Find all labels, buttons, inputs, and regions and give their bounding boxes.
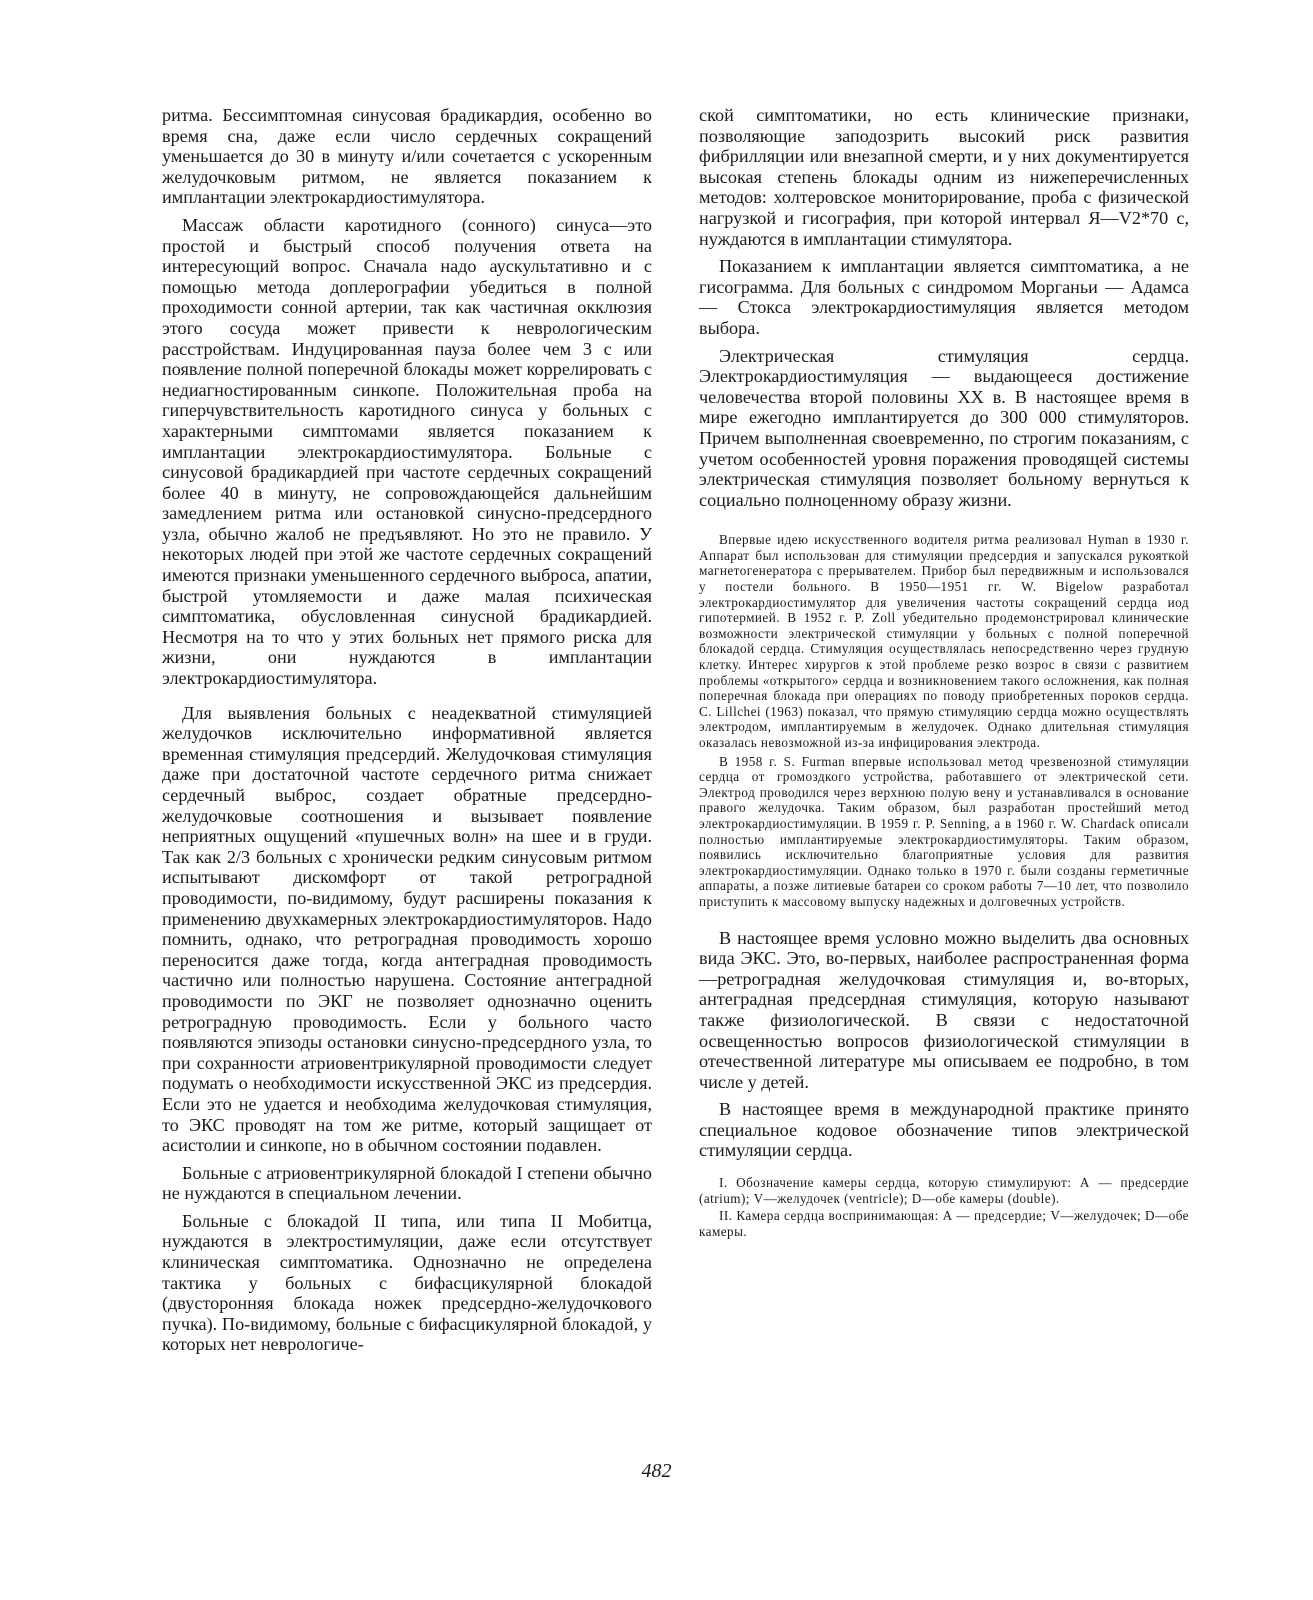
code-note: II. Камера сердца воспринимающая: А — предсердие; V—желудочек; D—обе камеры. xyxy=(699,1208,1189,1239)
paragraph: Больные с блокадой II типа, или типа II Мобитца, нуждаются в электростимуляции, даже если отсутствует клиническая симптоматика. Однозначно не определена тактика у больных с бифасцикулярной блокадой (двусторонняя блокада ножек предсердно-желудочкового пучка). По-видимому, больные с бифасцикулярной блокадой, у которых нет неврологиче- xyxy=(162,1210,652,1355)
right-column xyxy=(699,105,1189,1241)
left-column xyxy=(162,105,652,1362)
history-note: Впервые идею искусственного водителя ритма реализовал Hyman в 1930 г. Аппарат был использован для стимуляции предсердия и запускался рукояткой магнетогенератора с прерывателем. Прибор был передвижным и использовался у постели больного. В 1950—1951 гг. W. Bigelow разработал электрокардиостимулятор для увеличения частоты сокращений сердца иод гипотермией. В 1952 г. P. Zoll убедительно продемонстрировал клинические возможности электрической стимуляции у больных с полной поперечной блокадой сердца. Стимуляция осуществлялась непосредственно через грудную клетку. Интерес хирургов к этой проблеме резко возрос в связи с развитием проблемы «открытого» сердца и возникновением такого осложнения, как полная поперечная блокада при операциях по поводу приобретенных пороков сердца. C. Lillchei (1963) показал, что прямую стимуляцию сердца можно осуществлять электродом, имплантируемым в желудочек. Однако длительная стимуляция оказалась невозможной из-за инфицирования электрода. xyxy=(699,532,1189,750)
code-notes-block xyxy=(699,1175,1189,1239)
paragraph: Показанием к имплантации является симптоматика, а не гисограмма. Для больных с синдромом Морганьи — Адамса — Стокса электрокардиостимуляция является методом выбора. xyxy=(699,256,1189,338)
history-note: В 1958 г. S. Furman впервые использовал метод чрезвенозной стимуляции сердца от громоздкого устройства, работавшего от электрической сети. Электрод проводился через верхнюю полую вену и устанавливался в основание правого желудочка. Таким образом, был разработан простейший метод электрокардиостимуляции. В 1959 г. P. Senning, а в 1960 г. W. Chardack описали полностью имплантируемые электрокардиостимуляторы. Таким образом, появились исключительно благоприятные условия для развития электрокардиостимуляции. Однако только в 1970 г. были созданы герметичные аппараты, а позже литиевые батареи со сроком работы 7—10 лет, что позволило приступить к массовому выпуску надежных и долговечных устройств. xyxy=(699,753,1189,909)
page-number: 482 xyxy=(641,1460,672,1482)
code-note: I. Обозначение камеры сердца, которую стимулируют: А — предсердие (atrium); V—желудочек (ventricle); D—обе камеры (double). xyxy=(699,1175,1189,1206)
paragraph: Массаж области каротидного (сонного) синуса—это простой и быстрый способ получения ответа на интересующий вопрос. Сначала надо аускультативно и с помощью метода доплерографии убедиться в полной проходимости сонной артерии, так как частичная окклюзия этого сосуда может привести к неврологическим расстройствам. Индуцированная пауза более чем 3 с или появление полной поперечной блокады может коррелировать с недиагностированным синкопе. Положительная проба на гиперчувствительность каротидного синуса у больных с характерными симптомами является показанием к имплантации электрокардиостимулятора. Больные с синусовой брадикардией при частоте сердечных сокращений более 40 в минуту, не сопровождающейся дальнейшим замедлением ритма или остановкой синусно-предсердного узла, обычно жалоб не предъявляют. Но это не правило. У некоторых людей при этой же частоте сердечных сокращений имеются признаки уменьшенного сердечного выброса, апатии, быстрой утомляемости и даже малая психическая симптоматика, обусловленная синусной брадикардией. Несмотря на то что у этих больных нет прямого риска для жизни, они нуждаются в имплантации электрокардиостимулятора. xyxy=(162,214,652,689)
paragraph: В настоящее время в международной практике принято специальное кодовое обозначение типов электрической стимуляции сердца. xyxy=(699,1099,1189,1161)
paragraph: Электрическая стимуляция сердца. Электрокардиостимуляция — выдающееся достижение человечества второй половины XX в. В настоящее время в мире ежегодно имплантируется до 300 000 стимуляторов. Причем выполненная своевременно, по строгим показаниям, с учетом особенностей уровня поражения проводящей системы электрическая стимуляция позволяет больному вернуться к социально полноценному образу жизни. xyxy=(699,345,1189,510)
paragraph: ской симптоматики, но есть клинические признаки, позволяющие заподозрить высокий риск развития фибрилляции или внезапной смерти, и у них документируется высокая степень блокады одним из нижеперечисленных методов: холтеровское мониторирование, проба с физической нагрузкой и гисография, при которой интервал Я—V2*70 с, нуждаются в имплантации стимулятора. xyxy=(699,105,1189,249)
paragraph: Больные с атриовентрикулярной блокадой I степени обычно не нуждаются в специальном лечении. xyxy=(162,1162,652,1204)
paragraph: ритма. Бессимптомная синусовая брадикардия, особенно во время сна, даже если число сердечных сокращений уменьшается до 30 в минуту и/или сочетается с ускоренным желудочковым ритмом, не является показанием к имплантации электрокардиостимулятора. xyxy=(162,105,652,208)
history-note-block xyxy=(699,532,1189,909)
paragraph: Для выявления больных с неадекватной стимуляцией желудочков исключительно информативной является временная стимуляция предсердий. Желудочковая стимуляция даже при достаточной частоте сердечного ритма снижает сердечный выброс, создает обратные предсердно-желудочковые соотношения и вызывает появление неприятных ощущений «пушечных волн» на шее и в груди. Так как 2/3 больных с хронически редким синусовым ритмом испытывают дискомфорт от такой ретроградной проводимости, по-видимому, будут расширены показания к применению двухкамерных электрокардиостимуляторов. Надо помнить, однако, что ретроградная проводимость хорошо переносится даже тогда, когда антеградная проводимость частично или полностью нарушена. Состояние антеградной проводимости по ЭКГ не позволяет однозначно оценить ретроградную проводимость. Если у больного часто появляются эпизоды остановки синусно-предсердного узла, то при сохранности атриовентрикулярной проводимости следует подумать о необходимости искусственной ЭКС из предсердия. Если это не удается и необходима желудочковая стимуляция, то ЭКС проводят на том же ритме, который защищает от асистолии и синкопе, но в обычном состоянии подавлен. xyxy=(162,702,652,1156)
paragraph: В настоящее время условно можно выделить два основных вида ЭКС. Это, во-первых, наиболее распространенная форма—ретроградная желудочковая стимуляция и, во-вторых, антеградная предсердная стимуляция, которую называют также физиологической. В связи с недостаточной освещенностью вопросов физиологической стимуляции в отечественной литературе мы описываем ее подробно, в том числе у детей. xyxy=(699,927,1189,1092)
